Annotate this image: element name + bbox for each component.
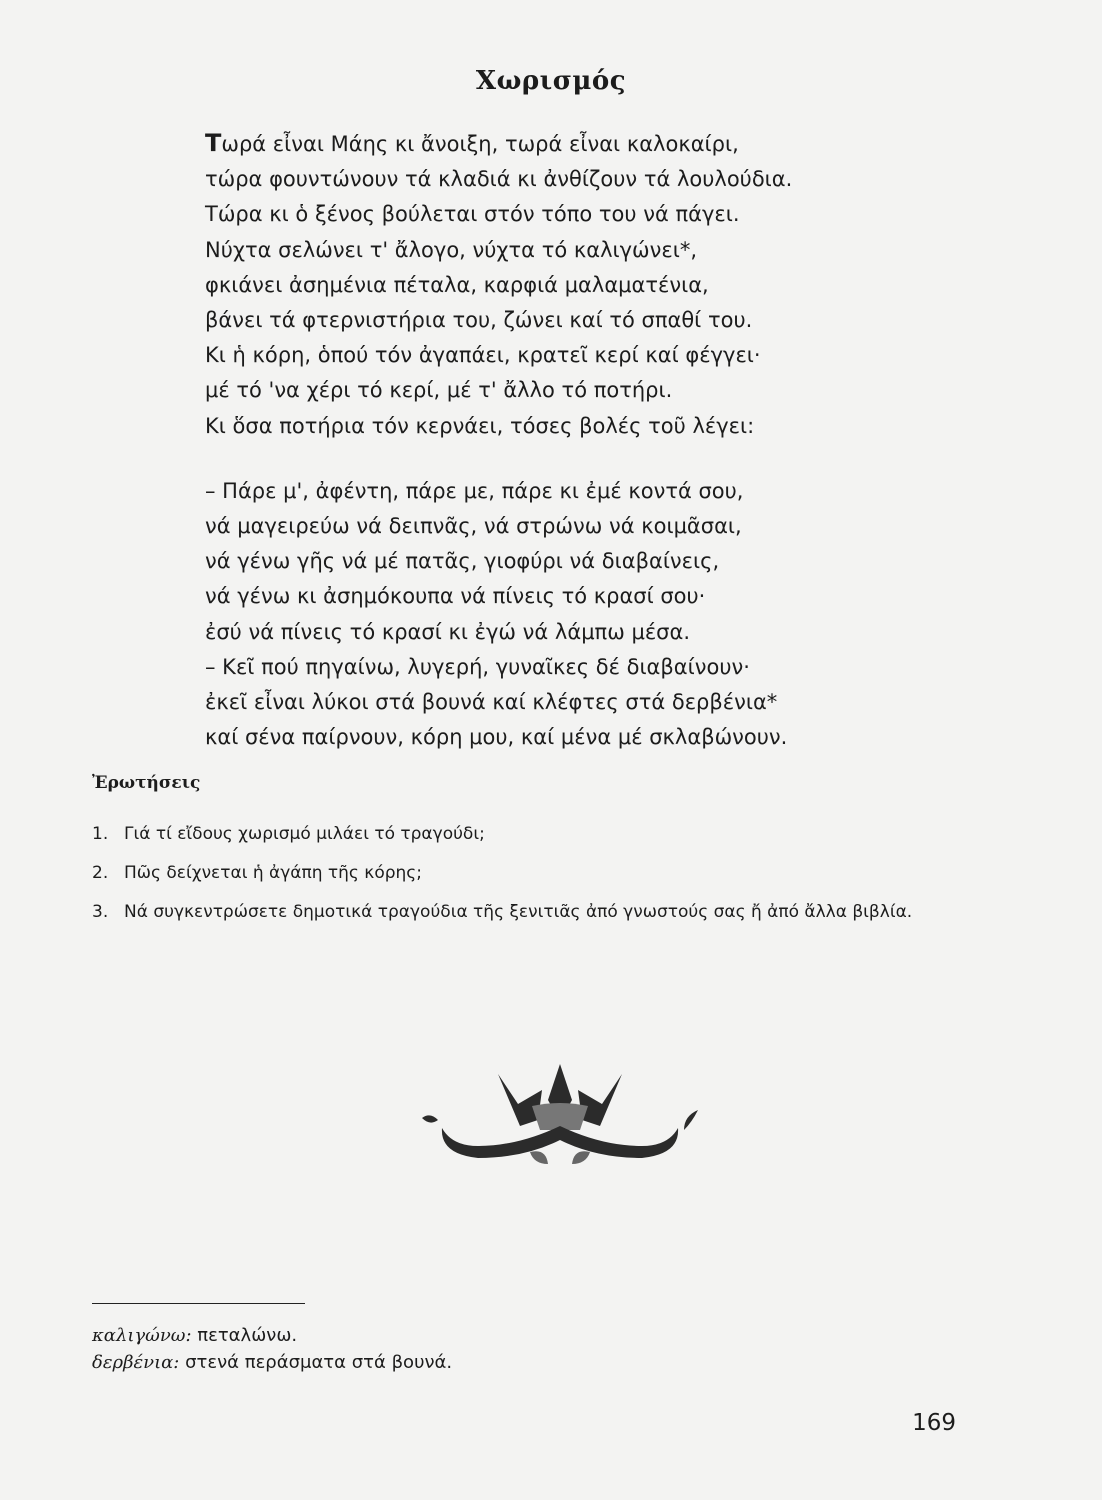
poem-line: – Κεῖ πού πηγαίνω, λυγερή, γυναῖκες δέ διαβαίνουν· bbox=[205, 654, 750, 679]
footnote-divider bbox=[92, 1303, 305, 1304]
poem-line: καί σένα παίρνουν, κόρη μου, καί μένα μέ σκλαβώνουν. bbox=[205, 725, 788, 750]
poem-line: – Πάρε μ', ἀφέντη, πάρε με, πάρε κι ἐμέ κοντά σου, bbox=[205, 478, 744, 503]
page-number: 169 bbox=[912, 1410, 956, 1436]
questions-heading: Ἐρωτήσεις bbox=[92, 773, 201, 793]
footnote-term: δερβένια: bbox=[92, 1352, 180, 1373]
question-number: 2. bbox=[92, 863, 109, 883]
footnotes bbox=[92, 1322, 452, 1376]
poem-line: βάνει τά φτερνιστήρια του, ζώνει καί τό σπαθί του. bbox=[205, 308, 753, 333]
footnote-term: καλιγώνω: bbox=[92, 1325, 192, 1346]
poem-line: φκιάνει ἀσημένια πέταλα, καρφιά μαλαματένια, bbox=[205, 272, 709, 297]
poem-line: Τώρα κι ὁ ξένος βούλεται στόν τόπο του νά πάγει. bbox=[205, 202, 740, 227]
footnote-definition: πεταλώνω. bbox=[197, 1325, 298, 1346]
question-item bbox=[92, 859, 962, 888]
footnote-definition: στενά περάσματα στά βουνά. bbox=[185, 1352, 453, 1373]
questions-list bbox=[92, 820, 962, 937]
poem-line: μέ τό 'να χέρι τό κερί, μέ τ' ἄλλο τό ποτήρι. bbox=[205, 378, 673, 403]
footnote bbox=[92, 1349, 452, 1376]
poem-body bbox=[205, 126, 965, 755]
question-text: Νά συγκεντρώσετε δημοτικά τραγούδια τῆς ξενιτιᾶς ἀπό γνωστούς σας ἤ ἀπό ἄλλα βιβλία. bbox=[124, 902, 913, 922]
poem-title: Χωρισμός bbox=[475, 66, 627, 96]
poem-line: Νύχτα σελώνει τ' ἄλογο, νύχτα τό καλιγώνει*, bbox=[205, 237, 697, 262]
question-text: Πῶς δείχνεται ἡ ἀγάπη τῆς κόρης; bbox=[124, 863, 422, 883]
poem-line bbox=[205, 126, 965, 162]
footnote bbox=[92, 1322, 452, 1349]
poem-line: νά γένω γῆς νά μέ πατᾶς, γιοφύρι νά διαβαίνεις, bbox=[205, 549, 720, 574]
poem-line: νά μαγειρεύω νά δειπνᾶς, νά στρώνω νά κοιμᾶσαι, bbox=[205, 514, 742, 539]
poem-line: νά γένω κι ἀσημόκουπα νά πίνεις τό κρασί σου· bbox=[205, 584, 706, 609]
question-text: Γιά τί εἴδους χωρισμό μιλάει τό τραγούδι; bbox=[124, 824, 485, 844]
poem-line: ἐσύ νά πίνεις τό κρασί κι ἐγώ νά λάμπω μέσα. bbox=[205, 619, 690, 644]
question-item bbox=[92, 820, 962, 849]
stanza-gap bbox=[205, 444, 965, 474]
drop-cap: Τ bbox=[205, 129, 222, 157]
poem-line: Κι ὅσα ποτήρια τόν κερνάει, τόσες βολές τοῦ λέγει: bbox=[205, 413, 755, 438]
floral-ornament-icon bbox=[420, 1060, 700, 1180]
poem-line: Κι ἡ κόρη, ὁπού τόν ἀγαπάει, κρατεῖ κερί καί φέγγει· bbox=[205, 343, 761, 368]
question-item bbox=[92, 898, 962, 927]
poem-line: τώρα φουντώνουν τά κλαδιά κι ἀνθίζουν τά λουλούδια. bbox=[205, 167, 793, 192]
question-number: 3. bbox=[92, 902, 109, 922]
poem-line-text: ωρά εἶναι Μάης κι ἄνοιξη, τωρά εἶναι καλοκαίρι, bbox=[221, 132, 739, 156]
question-number: 1. bbox=[92, 824, 109, 844]
poem-line: ἐκεῖ εἶναι λύκοι στά βουνά καί κλέφτες στά δερβένια* bbox=[205, 690, 778, 715]
